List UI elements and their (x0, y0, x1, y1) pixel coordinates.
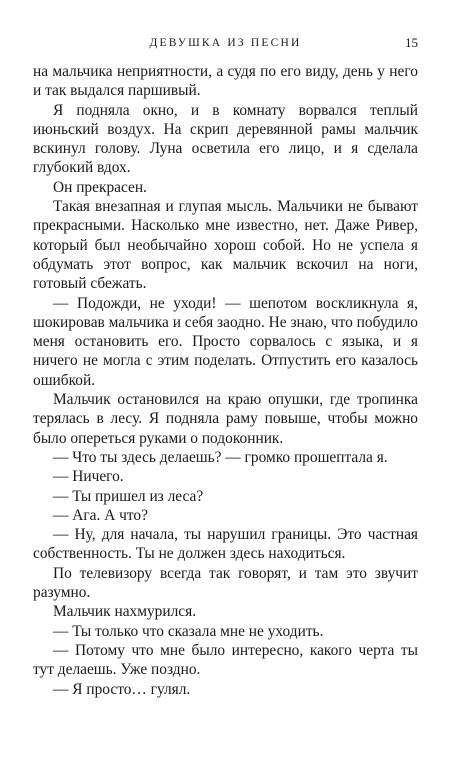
paragraph: — Потому что мне было интересно, какого черта ты тут делаешь. Уже поздно. (33, 641, 418, 679)
paragraph: Такая внезапная и глупая мысль. Мальчики не бывают прекрасными. Насколько мне известно, нет. Даже Ривер, который был необычайно хорош собой. Но не успела я обдумать этот вопрос, как мальчик вскочил на ноги, готовый сбежать. (33, 198, 418, 293)
page-number: 15 (405, 35, 418, 50)
paragraph: Он прекрасен. (53, 178, 147, 196)
paragraph: — Ты только что сказала мне не уходить. (53, 622, 324, 640)
paragraph: Мальчик остановился на краю опушки, где тропинка терялась в лесу. Я подняла раму повыше, чтобы можно было опереться руками о подоконник. (33, 391, 418, 447)
paragraph: По телевизору всегда так говорят, и там это звучит разумно. (33, 564, 418, 602)
paragraph: — Ты пришел из леса? (53, 487, 204, 505)
paragraph: — Ну, для начала, ты нарушил границы. Это частная собственность. Ты не должен здесь находиться. (33, 526, 418, 563)
paragraph: Мальчик нахмурился. (53, 603, 197, 621)
paragraph: — Ага. А что? (53, 506, 148, 524)
paragraph: — Ничего. (53, 468, 124, 486)
paragraph: — Что ты здесь делаешь? — громко прошептала я. (53, 448, 388, 466)
paragraph: Я подняла окно, и в комнату ворвался теплый июньский воздух. На скрип деревянной рамы мальчик вскинул голову. Луна осветила его лицо, и я сделала глубокий вдох. (33, 101, 418, 177)
page-header (33, 34, 418, 52)
body-text (33, 62, 418, 699)
paragraph: на мальчика неприятности, а судя по его виду, день у него и так выдался паршивый. (33, 63, 418, 100)
running-title: ДЕВУШКА ИЗ ПЕСНИ (149, 37, 302, 49)
paragraph: — Я просто… гулял. (53, 680, 191, 698)
paragraph: — Подожди, не уходи! — шепотом воскликнула я, шокировав мальчика и себя заодно. Не знаю, что побудило меня остановить его. Просто сорвалось с языка, и я ничего не могла с этим поделать. Отпустить его казалось ошибкой. (33, 294, 418, 389)
